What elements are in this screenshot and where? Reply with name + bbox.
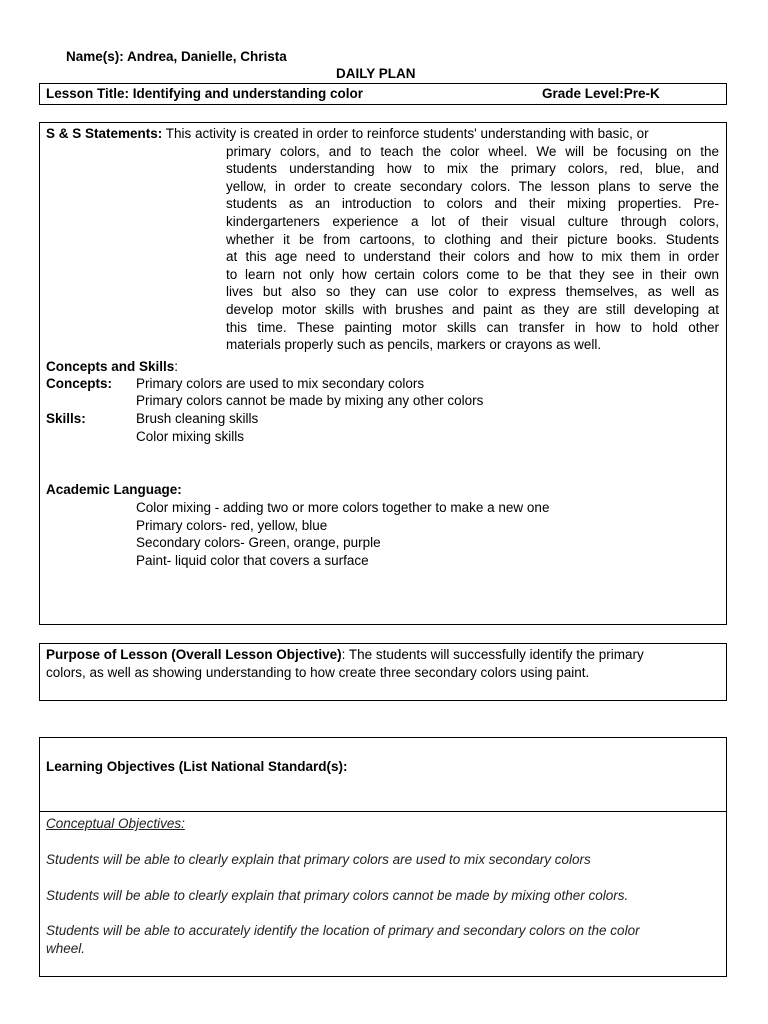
ss-line: this time. These painting motor skills can transfer in how to hold other (226, 319, 719, 335)
objective-item: Students will be able to accurately identify the location of primary and secondary colors on the color (46, 923, 640, 938)
conceptual-objectives-heading: Conceptual Objectives: (46, 816, 185, 831)
purpose-box (39, 643, 727, 701)
ss-line: yellow, in order to create secondary colors. The lesson plans to serve the (226, 178, 719, 194)
ss-line: develop motor skills with brushes and paint as they are still developing at (226, 302, 719, 317)
plan-title: DAILY PLAN (336, 66, 416, 81)
ss-label: S & S Statements: (46, 126, 163, 141)
academic-language-item: Paint- liquid color that covers a surface (136, 553, 369, 568)
concepts-skills-colon: : (174, 359, 179, 374)
academic-language-heading: Academic Language: (46, 482, 182, 497)
learning-objectives-heading: Learning Objectives (List National Standard(s): (46, 759, 348, 774)
lesson-title-bar (39, 83, 727, 105)
skill-item: Color mixing skills (136, 429, 245, 444)
academic-language-item: Color mixing - adding two or more colors together to make a new one (136, 500, 550, 515)
purpose-text-2: colors, as well as showing understanding to how create three secondary colors using paint. (46, 665, 590, 680)
concepts-skills-heading: Concepts and Skills (46, 359, 175, 374)
objective-item: Students will be able to clearly explain that primary colors cannot be made by mixing other colors. (46, 888, 629, 903)
lesson-title: Lesson Title: Identifying and understanding color (46, 86, 364, 101)
ss-line-0: This activity is created in order to reinforce students' understanding with basic, or (162, 126, 649, 141)
standards-box (39, 122, 727, 625)
names-line: Name(s): Andrea, Danielle, Christa (66, 49, 287, 64)
ss-line: whether it be from cartoons, to clothing and their picture books. Students (226, 231, 719, 247)
concept-item: Primary colors are used to mix secondary colors (136, 376, 425, 391)
grade-level: Grade Level:Pre-K (542, 86, 660, 101)
academic-language-item: Primary colors- red, yellow, blue (136, 518, 328, 533)
ss-line: at this age need to understand their colors and how to mix them in order (226, 249, 719, 265)
ss-line: primary colors, and to teach the color wheel. We will be focusing on the (226, 143, 719, 159)
purpose-text-1: : The students will successfully identify the primary (341, 647, 644, 662)
ss-line: students understanding how to mix the primary colors, red, blue, and (226, 161, 719, 177)
objective-item: Students will be able to clearly explain that primary colors are used to mix secondary colors (46, 852, 591, 867)
concepts-skills-heading-line (46, 358, 178, 375)
academic-language-item: Secondary colors- Green, orange, purple (136, 535, 381, 550)
ss-line: students as an introduction to colors and their mixing properties. Pre- (226, 196, 719, 212)
purpose-line-1 (46, 646, 644, 663)
divider (40, 811, 726, 812)
concepts-label: Concepts: (46, 376, 113, 391)
ss-line: materials properly such as pencils, markers or crayons as well. (226, 337, 602, 353)
skills-label: Skills: (46, 411, 86, 426)
objective-item-continued: wheel. (46, 941, 86, 956)
ss-line: lives but also so they can use color to express themselves, as well as (226, 284, 719, 300)
concept-item: Primary colors cannot be made by mixing any other colors (136, 393, 484, 408)
purpose-label: Purpose of Lesson (Overall Lesson Objective) (46, 647, 342, 662)
ss-first-line (46, 125, 649, 142)
ss-line: to learn not only how certain colors come to be that they see in their own (226, 266, 719, 282)
skill-item: Brush cleaning skills (136, 411, 259, 426)
ss-line: kindergarteners experience a lot of their visual culture through colors, (226, 214, 719, 229)
learning-objectives-box (39, 737, 727, 977)
